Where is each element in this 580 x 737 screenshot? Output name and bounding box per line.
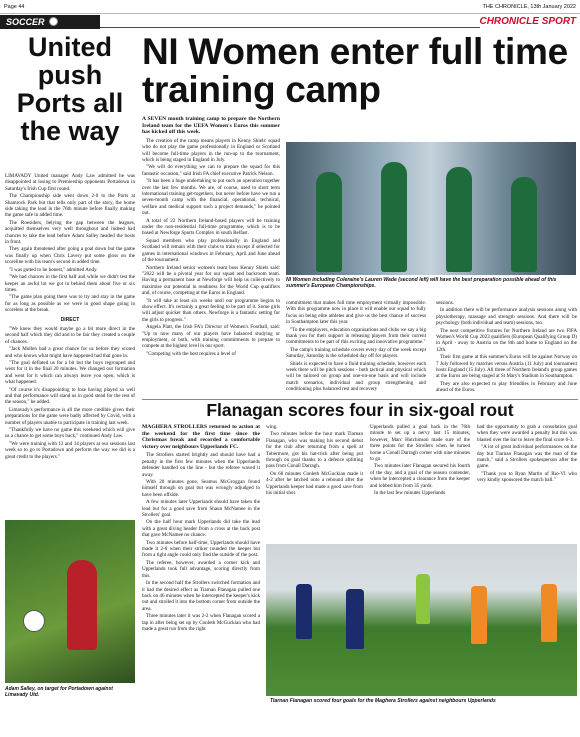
main-col-1: [142, 116, 280, 358]
player-figure: [446, 167, 472, 272]
player-figure: [541, 584, 557, 642]
paragraph: In the last few minutes Upperlands: [374, 490, 446, 497]
main-col-2: [286, 300, 426, 394]
paragraph: Limavady's performance is all the more credible given their preparations for the game were badly affected by Covid, with a number of players unable to participate in training last week.: [5, 406, 135, 426]
section-bar: [0, 15, 580, 29]
paragraph: In the second half the Strollers switched formation and it had the desired effect as Tiarnan Flanagan pulled one back on 46 minutes when he intercepted the keeper's kick out and strolled it into the bottom corner from outside the area.: [142, 580, 260, 612]
paragraph: On 68 minutes Conleth McGuckian made it 4-2 after he latched onto a rebound after the Upperlands keeper had made a good save from his initial shot.: [266, 470, 363, 497]
paragraph: "Competing with the best requires a level of: [146, 350, 236, 357]
player-figure: [296, 584, 312, 639]
player-figure: [67, 560, 97, 650]
player-figure: [416, 574, 430, 624]
paragraph: "It has been a huge undertaking to put such an operation together over the last few months. We are, of course, used to short term international training get-togethers, but never before have we run a seven-month camp with the financial, operational, technical, welfare and medical support such a project demands," he pointed out.: [142, 178, 280, 217]
paragraph: Two minutes before the hour mark Tiarnan Flanagan, who was making his second debut for the club after returning from a spell at Tobermore, got his hat-trick after being put through on goal thanks to a defence splitting pass from Conall Darragh.: [266, 431, 363, 470]
paragraph: They again threatened after going a goal down but the game was finally up when Chris Lavery put some gloss on the scoreline with his team's second in added time.: [5, 246, 135, 266]
left-story-body: [5, 173, 135, 461]
player-figure: [316, 172, 342, 272]
brand-logo: CHRONICLE SPORT: [479, 16, 576, 27]
paragraph: Two minutes before half-time, Upperlands should have made it 2-0 when their striker rounded the keeper but from a tight angle could only find the outside of the post.: [142, 539, 260, 559]
paragraph: The next competitive fixtures for Northern Ireland are two FIFA Women's World Cup 2023 qualifiers (European Qualifying Group D) in April - away to Austria on the 8th and home to England on the 12th.: [436, 327, 577, 353]
paragraph: On the half hour mark Upperlands did take the lead with a great diving header from a cross at the back post that gave McNamee no chance.: [142, 519, 260, 539]
paragraph: The Roesiders, belying the gap between the leagues, acquitted themselves very well throughout and indeed had chances to take the lead before Adam Salley headed the hosts in front.: [5, 219, 135, 246]
paragraph: commitment that makes full time employment virtually impossible. With this programme now in place it will enable our squad to fully focus on being elite athletes and give us the best chance of success in Southampton later this year.: [286, 300, 426, 326]
paragraph: "A lot of great individual performances on the day but Tiarnan Flanagan was the man of the match," said a Strollers spokesperson after the game.: [477, 444, 577, 470]
paragraph: Shiels is expected to have a fluid training schedule, however each week there will be pitch sessions - both tactical and physical which will be tailored on group and one-on-one basis and will include match scenarios, individual and group strengthening and conditioning plus balanced rest and recovery: [286, 360, 426, 393]
second-story-photo: [266, 544, 577, 696]
main-photo-caption: NI Women including Coleraine's Lauren Wade (second left) will have the best preparation possible ahead of this summer's European Championships.: [286, 277, 557, 289]
paragraph: "The game plan going there was to try and stay in the game for as long as possible as we were in good shape going in scoreless at the break.: [5, 294, 135, 314]
second-headline: Flanagan scores four in six-goal rout: [206, 400, 514, 420]
paragraph: A few minutes later Upperlands should have taken the lead but for a good save from Shaun McNamee in the Strollers' goal.: [142, 499, 260, 519]
paragraph: The camp's training schedule covers every day of the week except Saturday, Saturday is the scheduled day off for players.: [286, 346, 426, 360]
paragraph: "We were training with 12 and 14 players at our sessions last week so to go to Portadown and perform the way we did is a great credit to the players.": [5, 440, 135, 460]
paragraph: "Thankfully we have no game this weekend which will give us a chance to get some boys back," continued Andy Law.: [5, 427, 135, 440]
paragraph: wing.: [266, 424, 278, 430]
paragraph: Three minutes later it was 2-2 when Flanagan scored a tap in after being set up by Conleth McGuckian who had made a great run from the right: [142, 613, 260, 632]
second-col-3: [370, 424, 470, 497]
section-tag: SOCCER: [0, 15, 100, 29]
paragraph: Upperlands pulled a goal back in the 76th minute to set up a nervy last 15 minutes, however, Marc Hutchinson made sure of the three points for the Strollers when he turned home a Conall Darragh corner with nine minutes to go.: [370, 424, 470, 463]
paragraph: Their first game at this summer's Euros will be against Norway on 7 July followed by matches versus Austria (11 July) and tournament hosts England (15 July). All three of Northern Ireland's group games at the Euros are being staged at St Mary's Stadium in Southampton.: [436, 354, 577, 380]
paragraph: "It will take at least six weeks until our programme begins to show effect. It's certainly a great feeling to be part of it. Some girls will adjust quicker than others. Newforge is a fantastic setting for the girls to progress.": [142, 297, 280, 323]
football-icon: [23, 610, 45, 632]
second-photo-caption: Tiarnan Flanagan scored four goals for the Maghera Strollers against neighbours Upperlands: [270, 698, 496, 704]
paragraph: "Of course it's disappointing to lose having played so well and that performance will stand us in good stead for the rest of the season," he added.: [5, 386, 135, 406]
left-photo-caption: Adam Salley, on target for Portadown against Limavady Utd.: [5, 686, 113, 698]
paragraph: sessions.: [436, 300, 454, 306]
paragraph: "The goal deflated us for a bit but the boys regrouped and went for it in the final 20 minutes. We changed our formation and went for it which can always leave you open, which is what happened.: [5, 359, 135, 386]
main-story-photo: [286, 142, 576, 275]
paragraph: "We had chances in the first half and while we didn't test the keeper an awful lot we got in behind them about five or six times.: [5, 274, 135, 293]
paragraph: had the opportunity to grab a consolation goal when they were awarded a penalty but this was blasted over the bar to leave the final score 6-3.: [477, 424, 577, 443]
left-headline: United push Ports all the way: [16, 32, 124, 146]
paragraph: The referee, however, awarded a corner kick and Upperlands took full advantage, scoring directly from this.: [142, 559, 260, 579]
page-header: [0, 0, 580, 14]
page-number: Page 44: [4, 3, 25, 10]
football-icon: [49, 17, 58, 26]
second-lead: MAGHERA STROLLERS returned to action at the weekend for the first time since the Christmas break and recorded a comfortable victory over neighbours Upperlands FC.: [142, 424, 260, 450]
paragraph: LIMAVADY United manager Andy Law admitted he was disappointed at losing to Premiership opponents Portadown in Saturday's Irish Cup first round.: [5, 173, 135, 192]
paragraph: "We will do everything we can to prepare the squad for this fantastic occasion," said Irish FA chief executive Patrick Nelson.: [142, 164, 280, 177]
player-figure: [471, 586, 487, 644]
paragraph: In addition there will be performance analysis sessions along with physiotherapy, massage and strength sessions. And there will be psychology (both individual and team) sessions, too.: [436, 307, 577, 327]
player-figure: [381, 162, 407, 272]
second-col-1: [142, 424, 260, 633]
main-headline: NI Women enter full time training camp: [142, 31, 568, 110]
paragraph: "I was gutted to be honest," admitted Andy.: [9, 266, 98, 273]
paragraph: The Strollers started brightly and should have had a penalty in the first few minutes when the Upperlands defender handled on the line - but the referee waved it away.: [142, 452, 260, 478]
paragraph: Two minutes later Flanagan secured his fourth of the day, and a goal of the season contender, when he intercepted a clearance from the keeper and lobbed him from 35 yards.: [370, 463, 470, 489]
paragraph: "To the employers, education organisations and clubs we say a big thank you for their support in releasing players from their current commitments to be part of this exciting and innovative programme.": [286, 326, 426, 346]
paragraph: They are also expected to play friendlies in February and June ahead of the Euros.: [436, 380, 577, 394]
paragraph: Northern Ireland senior women's team boss Kenny Shiels said: "2022 will be a pivotal year for our squad and backroom team. Having a permanent base at Newforge will help us collectively to maximise our potential in readiness for the World Cup qualifiers and, of course, competing at the Euros in England.: [142, 264, 280, 297]
paragraph: The creation of the camp means players in Kenny Shiels' squad who do not play the game professionally in England or Scotland will become full-time players in the run-up to the tournament, which is being staged in England in July.: [142, 137, 280, 163]
paragraph: "We knew they would maybe go a bit more direct in the second half which they did and to be fair they created a couple of chances.: [5, 325, 135, 345]
paragraph: A total of 22 Northern Ireland-based players will be training under the non-residential full-time programme, which is to be based at Newforge Sports Complex in south Belfast.: [142, 217, 280, 237]
player-figure: [346, 589, 364, 649]
paragraph: Squad members who play professionally in England and Scotland will remain with their clubs to train except if selected for games in international windows in February, April and June ahead of the tournament.: [142, 237, 280, 264]
section-divider: [100, 27, 480, 28]
left-story-photo: [5, 520, 135, 683]
paragraph: Angela Platt, the Irish FA's Director of Women's Football, said: "Up to now many of our players have balanced studying or employment, or both, with training commitments to prepare to compete at the highest level in our sport.: [142, 324, 280, 350]
paragraph: "Jack Mullen had a great chance for us before they scored and who knows what might have happened had that gone in.: [5, 346, 135, 359]
second-col-4: [477, 424, 577, 485]
main-col-3: [436, 300, 577, 395]
player-figure: [511, 177, 537, 272]
paragraph: The Championship side went down 2-0 to the Ports at Shamrock Park but that tells only part of the story, the home side taking the lead in the 76th minute before finally making the game safe in added time.: [5, 193, 135, 219]
second-col-2: [266, 424, 363, 497]
paper-date: THE CHRONICLE, 13th January 2022: [482, 3, 576, 10]
main-lead: A SEVEN month training camp to prepare the Northern Ireland team for the UEFA Women's Euros this summer has kicked off this week.: [142, 116, 280, 136]
paragraph: With 20 minutes gone, Seamus McGroggan found himself through on goal but was wrongly adjudged to have been offside.: [142, 479, 260, 498]
left-subhead: DIRECT: [60, 316, 80, 323]
paragraph: "Thank you to Ryan Martin of Rio-VI who very kindly sponsored the match ball.": [477, 470, 577, 484]
